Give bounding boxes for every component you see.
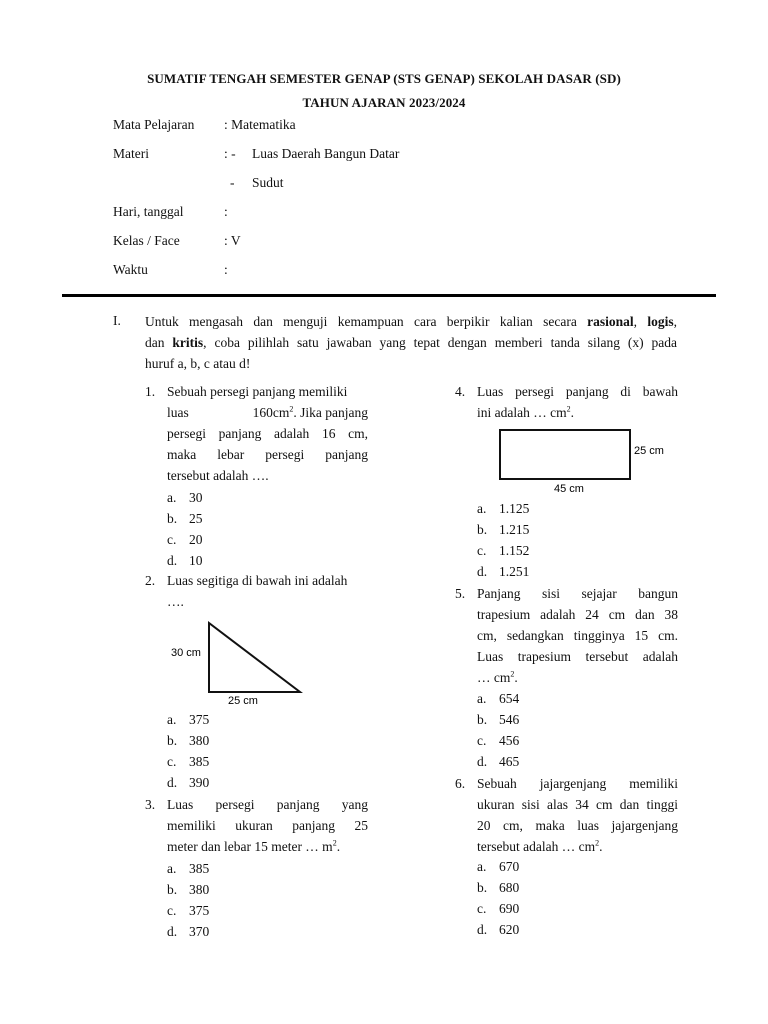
subject-label: Mata Pelajaran xyxy=(113,117,195,132)
question-text: Luas persegi panjang di bawah ini adalah … $cm^2$. xyxy=(477,384,678,420)
options xyxy=(477,858,519,942)
day-value: : xyxy=(224,204,228,219)
option-b[interactable]: b. 1.215 xyxy=(477,522,530,537)
exam-title: SUMATIF TENGAH SEMESTER GENAP (STS GENAP) SEKOLAH DASAR (SD) xyxy=(147,71,621,86)
section-instructions: Untuk mengasah dan menguji kemampuan cara berpikir kalian secara rasional, logis, dan kritis, coba pilihlah satu jawaban yang tepat dengan memberi tanda silang (x) pada huruf a, b, c atau d! xyxy=(145,314,677,371)
option-d[interactable]: d. 10 xyxy=(167,553,203,568)
question-number: 6. xyxy=(455,776,466,791)
triangle-height-label: 30 cm xyxy=(171,647,201,659)
options xyxy=(477,500,529,584)
triangle-base-label: 25 cm xyxy=(228,695,258,707)
options xyxy=(477,690,519,774)
exam-year: TAHUN AJARAN 2023/2024 xyxy=(302,95,466,110)
day-label: Hari, tanggal xyxy=(113,204,184,219)
option-b[interactable]: b. 380 xyxy=(167,882,210,897)
option-a[interactable]: a. 375 xyxy=(167,712,210,727)
question-number: 4. xyxy=(455,384,466,399)
materi-prefix: : - xyxy=(224,146,236,161)
materi-dash-2: - xyxy=(230,175,235,190)
rectangle-width-label: 45 cm xyxy=(554,483,584,495)
option-d[interactable]: d. 390 xyxy=(167,775,210,790)
triangle-figure xyxy=(165,614,315,710)
option-c[interactable]: c. 1.152 xyxy=(477,543,530,558)
materi-item-1: Luas Daerah Bangun Datar xyxy=(252,146,400,161)
option-a[interactable]: a. 1.125 xyxy=(477,501,530,516)
option-a[interactable]: a. 654 xyxy=(477,691,520,706)
option-b[interactable]: b. 380 xyxy=(167,733,210,748)
question-text: Luas segitiga di bawah ini adalah …. xyxy=(167,573,348,609)
option-b[interactable]: b. 546 xyxy=(477,712,520,727)
option-c[interactable]: c. 456 xyxy=(477,733,520,748)
option-d[interactable]: d. 370 xyxy=(167,924,210,939)
options xyxy=(167,860,209,944)
option-a[interactable]: a. 385 xyxy=(167,861,210,876)
materi-item-2: Sudut xyxy=(252,175,284,190)
option-a[interactable]: a. 670 xyxy=(477,859,520,874)
materi-label: Materi xyxy=(113,146,149,161)
question-number: 1. xyxy=(145,384,156,399)
question-number: 5. xyxy=(455,586,466,601)
option-c[interactable]: c. 690 xyxy=(477,901,520,916)
option-d[interactable]: d. 620 xyxy=(477,922,520,937)
option-c[interactable]: c. 20 xyxy=(167,532,203,547)
section-number: I. xyxy=(113,313,121,328)
option-a[interactable]: a. 30 xyxy=(167,490,203,505)
rectangle-height-label: 25 cm xyxy=(634,445,664,457)
options xyxy=(167,711,209,795)
question-number: 2. xyxy=(145,573,156,588)
option-c[interactable]: c. 385 xyxy=(167,754,210,769)
class-value: : V xyxy=(224,233,241,248)
option-d[interactable]: d. 465 xyxy=(477,754,520,769)
question-text: Luas persegi panjang yang memiliki ukuran panjang 25 meter dan lebar 15 meter … $m^2$. xyxy=(167,797,368,854)
time-label: Waktu xyxy=(113,262,148,277)
rectangle-figure xyxy=(476,424,676,496)
question-text: Sebuah jajargenjang memiliki ukuran sisi alas 34 cm dan tinggi 20 cm, maka luas jajargenjang tersebut adalah … $cm^2$. xyxy=(477,776,678,854)
question-number: 3. xyxy=(145,797,156,812)
subject-value: : Matematika xyxy=(224,117,296,132)
option-b[interactable]: b. 25 xyxy=(167,511,203,526)
option-d[interactable]: d. 1.251 xyxy=(477,564,530,579)
option-c[interactable]: c. 375 xyxy=(167,903,210,918)
question-text: Sebuah persegi panjang memiliki luas $160cm^2$. Jika panjang persegi panjang adalah 16 cm, maka lebar persegi panjang tersebut adalah …. xyxy=(167,384,368,483)
time-value: : xyxy=(224,262,228,277)
question-text: Panjang sisi sejajar bangun trapesium adalah 24 cm dan 38 cm, sedangkan tingginya 15 cm. Luas trapesium tersebut adalah … $cm^2$. xyxy=(477,586,678,685)
options xyxy=(167,489,203,573)
header-divider xyxy=(62,294,716,297)
option-b[interactable]: b. 680 xyxy=(477,880,520,895)
class-label: Kelas / Face xyxy=(113,233,180,248)
